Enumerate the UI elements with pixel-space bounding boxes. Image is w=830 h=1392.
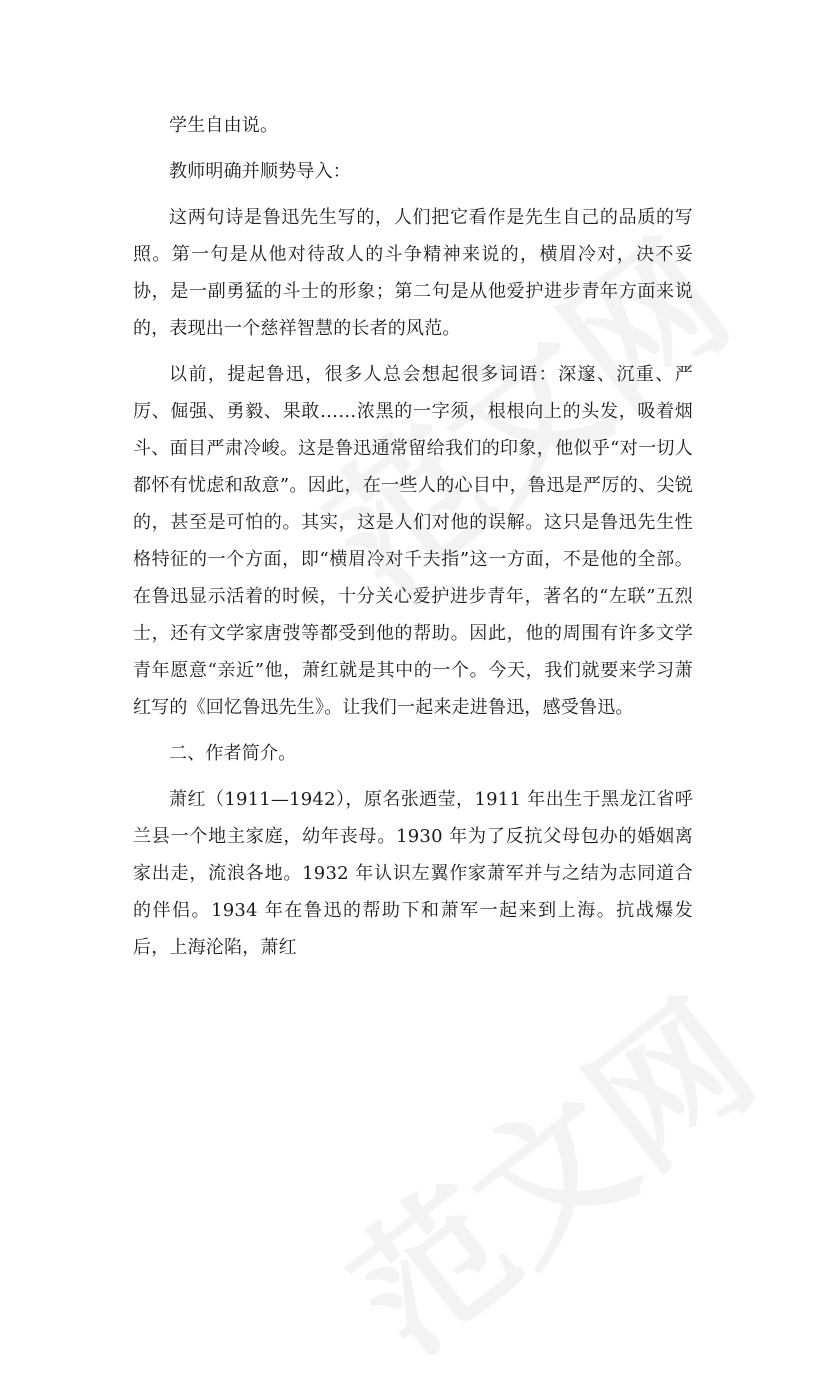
paragraph-poem-explanation: 这两句诗是鲁迅先生写的，人们把它看作是先生自己的品质的写照。第一句是从他对待敌人的斗争精神来说的，横眉冷对，决不妥协，是一副勇猛的斗士的形象；第二句是从他爱护进步青年方面来说的，表现出一个慈祥智慧的长者的风范。 <box>133 207 693 339</box>
watermark <box>301 944 789 1391</box>
section-heading-author-intro: 二、作者简介。 <box>169 743 297 764</box>
paragraph-teacher-intro: 教师明确并顺势导入： <box>169 161 351 182</box>
body-text <box>133 107 693 966</box>
paragraph-xiao-hong-bio: 萧红（1911—1942），原名张迺莹，1911 年出生于黑龙江省呼兰县一个地主家庭，幼年丧母。1930 年为了反抗父母包办的婚姻离家出走，流浪各地。1932 年认识左翼作家萧军并与之结为志同道合的伴侣。1934 年在鲁迅的帮助下和萧军一起来到上海。抗战爆发后，上海沦陷，萧红 <box>133 789 693 958</box>
paragraph-students-speak: 学生自由说。 <box>169 115 279 136</box>
paragraph-lu-xun-impression: 以前，提起鲁迅，很多人总会想起很多词语：深邃、沉重、严厉、倔强、勇毅、果敢……浓黑的一字须，根根向上的头发，吸着烟斗、面目严肃冷峻。这是鲁迅通常留给我们的印象，他似乎“对一切人都怀有忧虑和敌意”。因此，在一些人的心目中，鲁迅是严厉的、尖锐的，甚至是可怕的。其实，这是人们对他的误解。这只是鲁迅先生性格特征的一个方面，即“横眉冷对千夫指”这一方面，不是他的全部。在鲁迅显示活着的时候，十分关心爱护进步青年，著名的“左联”五烈士，还有文学家唐弢等都受到他的帮助。因此，他的周围有许多文学青年愿意“亲近”他，萧红就是其中的一个。今天，我们就要来学习萧红写的《回忆鲁迅先生》。让我们一起来走进鲁迅，感受鲁迅。 <box>133 364 693 718</box>
